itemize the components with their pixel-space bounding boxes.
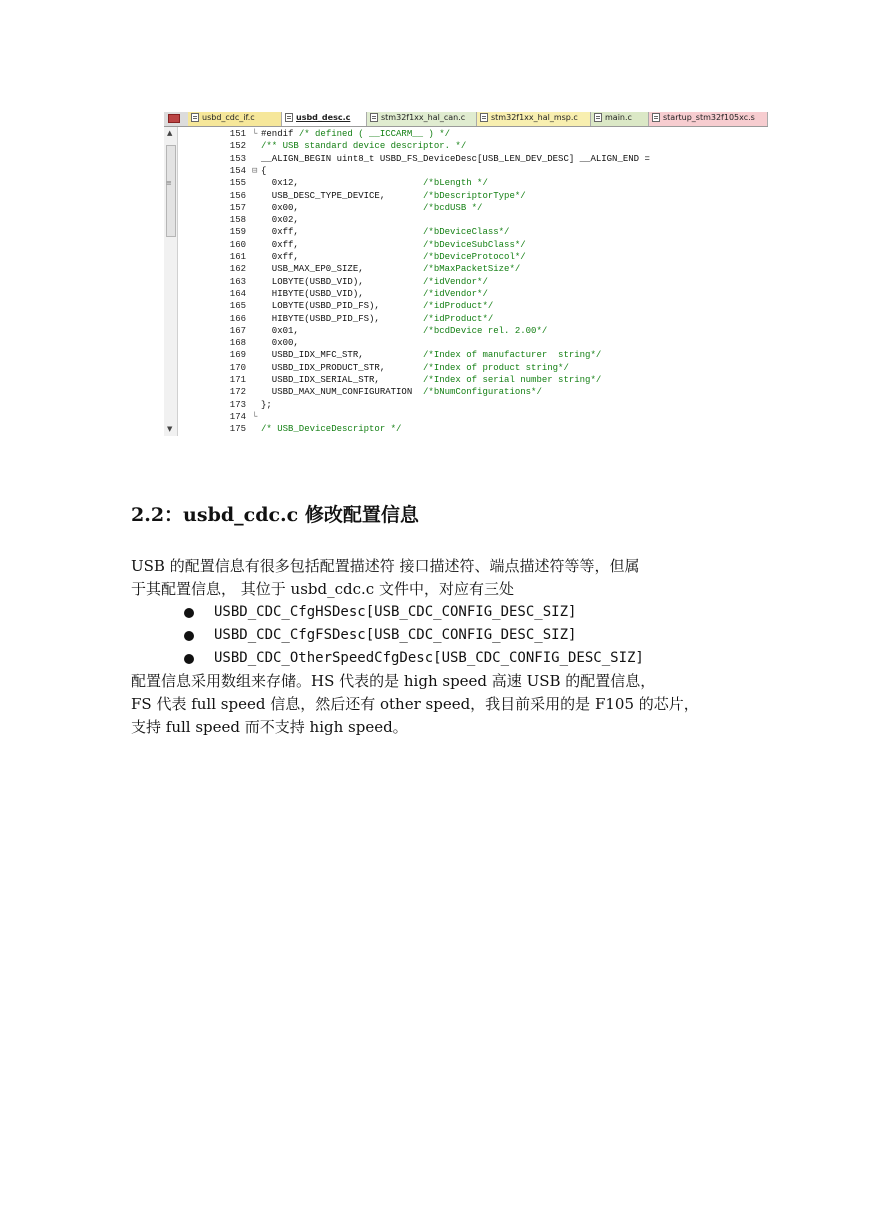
code-text: USBD_IDX_MFC_STR, /*Index of manufacturer string*/ [261, 350, 602, 361]
paragraph-line: 支持 full speed 而不支持 high speed。 [131, 718, 408, 736]
fold-marker-icon[interactable]: └ [252, 129, 258, 139]
code-text: /* USB_DeviceDescriptor */ [261, 424, 402, 435]
code-editor-screenshot [164, 112, 768, 436]
line-number: 160 [229, 239, 246, 250]
tab-label: stm32f1xx_hal_msp.c [491, 113, 578, 122]
code-line [178, 177, 768, 189]
line-number: 154 [229, 165, 246, 176]
paragraph-line: USB 的配置信息有很多包括配置描述符 接口描述符、端点描述符等等，但属 [131, 557, 640, 575]
file-icon [285, 113, 293, 122]
code-line [178, 349, 768, 361]
list-item-text: USBD_CDC_CfgFSDesc[USB_CDC_CONFIG_DESC_SIZ] [214, 627, 577, 643]
window-icon [168, 114, 180, 123]
code-text: USBD_IDX_PRODUCT_STR, /*Index of product string*/ [261, 362, 569, 373]
tab-label: usbd_cdc_if.c [202, 113, 255, 122]
line-number: 158 [229, 215, 246, 226]
code-line [178, 374, 768, 386]
code-line [178, 411, 768, 423]
paragraph-line: 配置信息采用数组来存储。HS 代表的是 high speed 高速 USB 的配置信息， [131, 672, 656, 690]
line-number: 152 [229, 141, 246, 152]
list-item-text: USBD_CDC_OtherSpeedCfgDesc[USB_CDC_CONFIG_DESC_SIZ] [214, 650, 644, 666]
line-number: 167 [229, 325, 246, 336]
code-line [178, 190, 768, 202]
code-line [178, 337, 768, 349]
code-text: USB_DESC_TYPE_DEVICE, /*bDescriptorType*/ [261, 190, 526, 201]
code-text: 0xff, /*bDeviceClass*/ [261, 227, 510, 238]
code-line [178, 128, 768, 140]
scrollbar-thumb[interactable] [166, 145, 176, 237]
code-text: 0x12, /*bLength */ [261, 178, 488, 189]
paragraph-line: FS 代表 full speed 信息，然后还有 other speed，我目前采用的是 F105 的芯片， [131, 695, 699, 713]
code-text: __ALIGN_BEGIN uint8_t USBD_FS_DeviceDesc[USB_LEN_DEV_DESC] __ALIGN_END = [261, 153, 650, 164]
code-line [178, 251, 768, 263]
file-icon [191, 113, 199, 122]
code-line [178, 239, 768, 251]
code-text: 0xff, /*bDeviceProtocol*/ [261, 252, 526, 262]
tab-stm32f1xx-hal-can[interactable] [367, 112, 477, 126]
code-line [178, 288, 768, 300]
code-text: { [261, 165, 267, 176]
line-number: 162 [229, 264, 246, 275]
code-text: 0x01, /*bcdDevice rel. 2.00*/ [261, 325, 548, 336]
file-icon [480, 113, 488, 122]
file-icon [594, 113, 602, 122]
vertical-scrollbar[interactable] [164, 127, 178, 436]
code-line [178, 313, 768, 325]
line-number: 168 [229, 338, 246, 349]
code-line [178, 153, 768, 165]
file-icon [652, 113, 660, 122]
code-line [178, 276, 768, 288]
list-item-text: USBD_CDC_CfgHSDesc[USB_CDC_CONFIG_DESC_SIZ] [214, 604, 577, 620]
code-line [178, 202, 768, 214]
file-icon [370, 113, 378, 122]
line-number: 156 [229, 190, 246, 201]
line-number: 151 [229, 129, 246, 139]
code-text: 0x02, [261, 215, 299, 226]
grip-icon: ≡ [166, 179, 172, 187]
code-line [178, 140, 768, 152]
line-number: 164 [229, 288, 246, 299]
line-number: 163 [229, 276, 246, 287]
code-text: USB_MAX_EP0_SIZE, /*bMaxPacketSize*/ [261, 264, 521, 275]
code-line [178, 399, 768, 411]
line-number: 155 [229, 178, 246, 189]
code-line [178, 226, 768, 238]
code-line [178, 362, 768, 374]
code-line [178, 263, 768, 275]
section-heading: 2.2：usbd_cdc.c 修改配置信息 [131, 504, 419, 526]
code-text: #endif /* defined ( __ICCARM__ ) */ [261, 129, 451, 139]
code-text: LOBYTE(USBD_VID), /*idVendor*/ [261, 276, 488, 287]
line-number: 172 [229, 387, 246, 398]
tab-label: main.c [605, 113, 632, 122]
code-text: USBD_MAX_NUM_CONFIGURATION /*bNumConfigurations*/ [261, 387, 542, 398]
editor-tab-bar [164, 112, 768, 127]
code-line [178, 165, 768, 177]
line-number: 171 [229, 375, 246, 385]
tab-label: startup_stm32f105xc.s [663, 113, 755, 122]
fold-marker-icon[interactable]: ⊟ [252, 165, 258, 176]
fold-marker-icon[interactable]: └ [252, 411, 258, 422]
tab-label: stm32f1xx_hal_can.c [381, 113, 466, 122]
bullet-icon [184, 608, 194, 618]
scroll-down-icon[interactable]: ▼ [167, 425, 173, 433]
code-line [178, 214, 768, 226]
code-line [178, 386, 768, 398]
code-text: HIBYTE(USBD_VID), /*idVendor*/ [261, 288, 488, 299]
line-number: 175 [229, 424, 246, 435]
code-text: /** USB standard device descriptor. */ [261, 141, 467, 152]
tab-label: usbd_desc.c [296, 113, 351, 122]
line-number: 165 [229, 301, 246, 312]
code-line [178, 423, 768, 435]
line-number: 166 [229, 313, 246, 324]
scroll-up-icon[interactable]: ▲ [167, 129, 173, 137]
code-text: HIBYTE(USBD_PID_FS), /*idProduct*/ [261, 313, 494, 324]
line-number: 170 [229, 362, 246, 373]
bullet-icon [184, 631, 194, 641]
tab-startup[interactable] [649, 112, 768, 126]
line-number: 153 [229, 153, 246, 164]
line-number: 161 [229, 252, 246, 262]
line-number: 159 [229, 227, 246, 238]
code-line [178, 300, 768, 312]
code-text: LOBYTE(USBD_PID_FS), /*idProduct*/ [261, 301, 494, 312]
code-text: 0x00, [261, 338, 299, 349]
paragraph-line: 于其配置信息， 其位于 usbd_cdc.c 文件中，对应有三处 [131, 580, 514, 598]
line-number: 173 [229, 399, 246, 410]
tab-usbd-desc[interactable] [282, 112, 367, 126]
tab-stm32f1xx-hal-msp[interactable] [477, 112, 591, 126]
code-text: 0xff, /*bDeviceSubClass*/ [261, 239, 526, 250]
bullet-icon [184, 654, 194, 664]
line-number: 157 [229, 202, 246, 213]
line-number: 169 [229, 350, 246, 361]
tab-usbd-cdc-if[interactable] [188, 112, 282, 126]
code-text: 0x00, /*bcdUSB */ [261, 202, 483, 213]
code-text: }; [261, 399, 272, 410]
tab-main[interactable] [591, 112, 649, 126]
code-line [178, 325, 768, 337]
line-number: 174 [229, 411, 246, 422]
code-text: USBD_IDX_SERIAL_STR, /*Index of serial number string*/ [261, 375, 602, 385]
